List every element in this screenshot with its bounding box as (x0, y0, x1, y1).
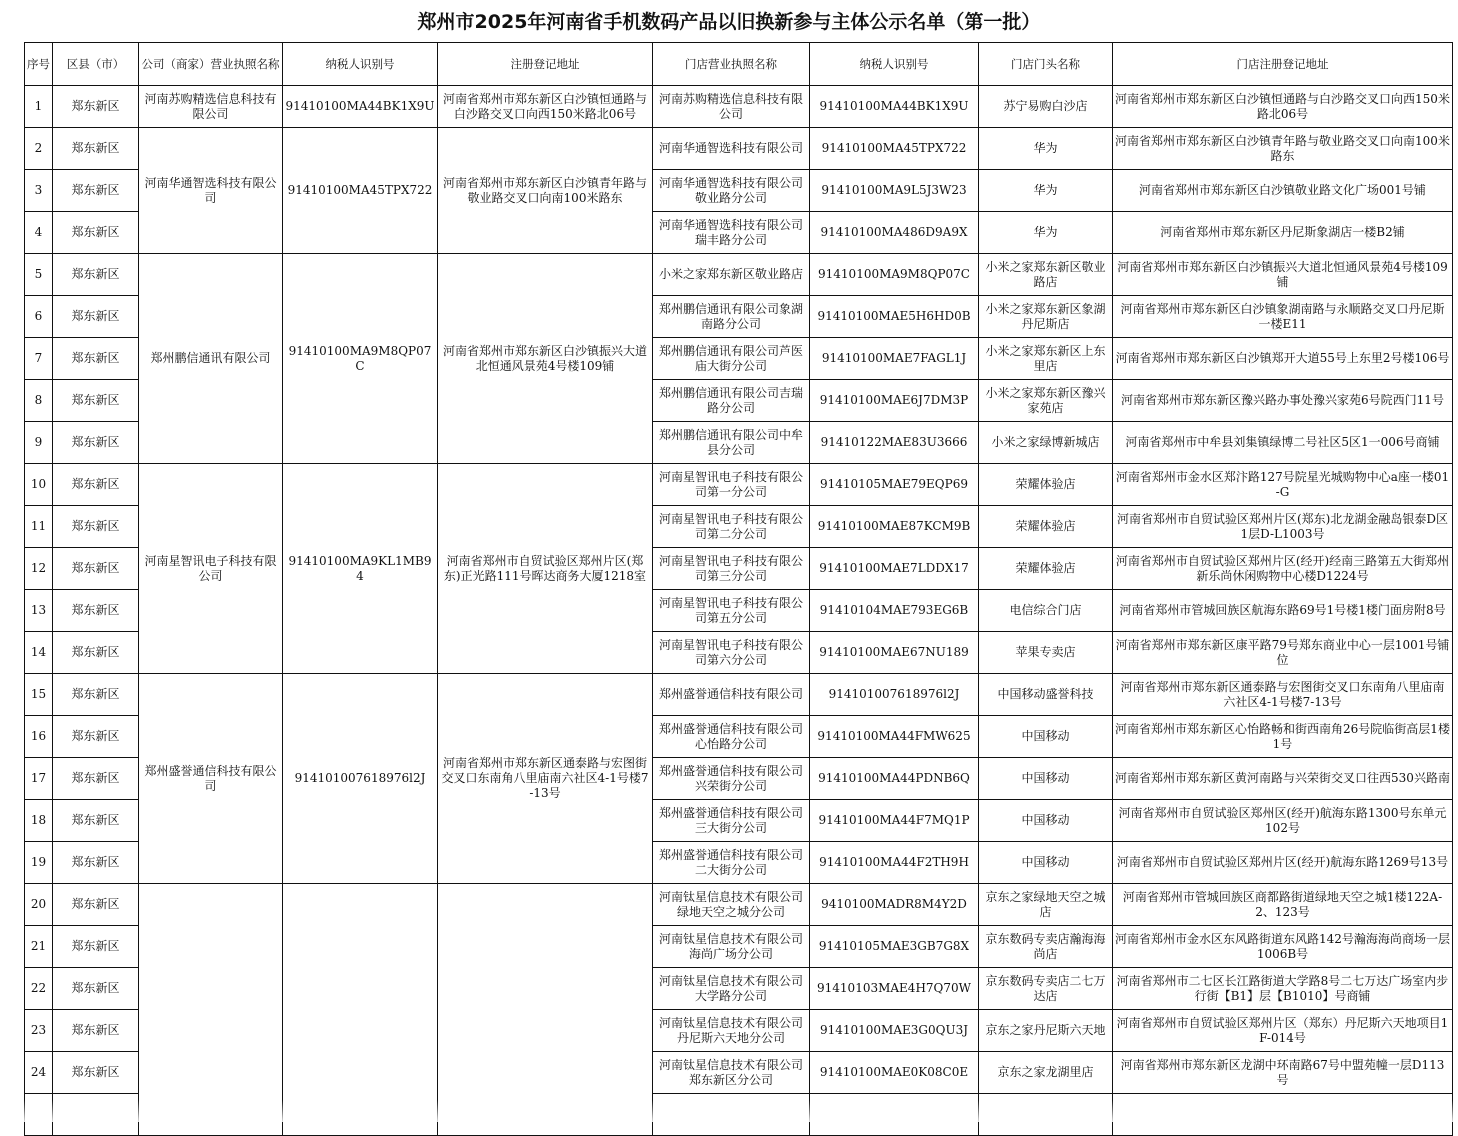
row-district: 郑东新区 (53, 212, 139, 254)
row-district: 郑东新区 (53, 632, 139, 674)
store-license-name: 河南苏购精选信息科技有限公司 (653, 86, 810, 128)
row-number: 11 (25, 506, 53, 548)
company-address: 河南省郑州市郑东新区白沙镇恒通路与白沙路交叉口向西150米路北06号 (438, 86, 653, 128)
store-tax-id: 91410122MAE83U3666 (810, 422, 979, 464)
store-address: 河南省郑州市自贸试验区郑州片区(郑东)北龙湖金融岛银泰D区1层D-L1003号 (1113, 506, 1453, 548)
store-address: 河南省郑州市管城回族区商都路街道绿地天空之城1楼122A-2、123号 (1113, 884, 1453, 926)
store-license-name: 河南钛星信息技术有限公司郑东新区分公司 (653, 1052, 810, 1094)
store-name: 京东之家龙湖里店 (979, 1052, 1113, 1094)
row-district: 郑东新区 (53, 884, 139, 926)
row-number: 2 (25, 128, 53, 170)
header-no: 序号 (25, 43, 53, 86)
company-license-name: 河南华通智选科技有限公司 (139, 128, 283, 254)
company-tax-id: 91410100MA9M8QP07C (283, 254, 438, 464)
header-store-license: 门店营业执照名称 (653, 43, 810, 86)
store-license-name: 小米之家郑东新区敬业路店 (653, 254, 810, 296)
store-tax-id: 91410100MA44PDNB6Q (810, 758, 979, 800)
row-number: 1 (25, 86, 53, 128)
store-name: 苏宁易购白沙店 (979, 86, 1113, 128)
store-address: 河南省郑州市自贸试验区郑州片区(经开)经南三路第五大街郑州新乐尚休闲购物中心楼D1224号 (1113, 548, 1453, 590)
company-tax-id: 914101007618976l2J (283, 674, 438, 884)
company-address: 河南省郑州市郑东新区白沙镇青年路与敬业路交叉口向南100米路东 (438, 128, 653, 254)
row-district: 郑东新区 (53, 464, 139, 506)
table-body (25, 86, 1453, 1136)
store-tax-id: 91410100MAE7LDDX17 (810, 548, 979, 590)
row-district: 郑东新区 (53, 254, 139, 296)
table-container (24, 42, 1452, 1136)
store-address: 河南省郑州市郑东新区白沙镇象湖南路与永顺路交叉口丹尼斯一楼E11 (1113, 296, 1453, 338)
store-tax-id: 91410100MAE67NU189 (810, 632, 979, 674)
store-license-name: 郑州盛誉通信科技有限公司兴荣街分公司 (653, 758, 810, 800)
row-number: 15 (25, 674, 53, 716)
row-number: 5 (25, 254, 53, 296)
store-address: 河南省郑州市郑东新区心怡路畅和街西南角26号院临街高层1楼1号 (1113, 716, 1453, 758)
row-district: 郑东新区 (53, 170, 139, 212)
store-license-name: 河南钛星信息技术有限公司大学路分公司 (653, 968, 810, 1010)
row-number: 9 (25, 422, 53, 464)
row-district: 郑东新区 (53, 422, 139, 464)
store-address: 河南省郑州市郑东新区黄河南路与兴荣街交叉口往西530兴路南 (1113, 758, 1453, 800)
row-district: 郑东新区 (53, 716, 139, 758)
table-row (25, 128, 1453, 170)
company-address (438, 884, 653, 1136)
company-license-name: 河南星智讯电子科技有限公司 (139, 464, 283, 674)
row-district: 郑东新区 (53, 1010, 139, 1052)
company-tax-id: 91410100MA9KL1MB94 (283, 464, 438, 674)
store-tax-id: 91410100MAE6J7DM3P (810, 380, 979, 422)
store-license-name: 河南星智讯电子科技有限公司第六分公司 (653, 632, 810, 674)
row-number: 24 (25, 1052, 53, 1094)
header-company-address: 注册登记地址 (438, 43, 653, 86)
row-number: 3 (25, 170, 53, 212)
company-license-name (139, 884, 283, 1136)
row-district: 郑东新区 (53, 842, 139, 884)
store-name: 中国移动 (979, 758, 1113, 800)
store-name: 荣耀体验店 (979, 548, 1113, 590)
store-license-name: 郑州鹏信通讯有限公司象湖南路分公司 (653, 296, 810, 338)
row-number: 12 (25, 548, 53, 590)
store-license-name: 郑州鹏信通讯有限公司吉瑞路分公司 (653, 380, 810, 422)
table-row (25, 254, 1453, 296)
store-address: 河南省郑州市郑东新区通泰路与宏图街交叉口东南角八里庙南六社区4-1号楼7-13号 (1113, 674, 1453, 716)
company-license-name: 郑州鹏信通讯有限公司 (139, 254, 283, 464)
store-license-name: 河南钛星信息技术有限公司丹尼斯六天地分公司 (653, 1010, 810, 1052)
row-district: 郑东新区 (53, 758, 139, 800)
store-tax-id: 91410100MA44F7MQ1P (810, 800, 979, 842)
store-name: 苹果专卖店 (979, 632, 1113, 674)
participants-table (24, 42, 1453, 1136)
row-district: 郑东新区 (53, 674, 139, 716)
store-name: 中国移动 (979, 842, 1113, 884)
store-license-name: 河南星智讯电子科技有限公司第五分公司 (653, 590, 810, 632)
store-name: 荣耀体验店 (979, 464, 1113, 506)
header-store-address: 门店注册登记地址 (1113, 43, 1453, 86)
store-address: 河南省郑州市金水区郑汴路127号院星光城购物中心a座一楼01-G (1113, 464, 1453, 506)
store-license-name: 郑州盛誉通信科技有限公司 (653, 674, 810, 716)
row-number: 6 (25, 296, 53, 338)
store-tax-id: 9410100MADR8M4Y2D (810, 884, 979, 926)
store-name: 京东之家丹尼斯六天地 (979, 1010, 1113, 1052)
company-license-name: 河南苏购精选信息科技有限公司 (139, 86, 283, 128)
store-tax-id: 91410100MAE0K08C0E (810, 1052, 979, 1094)
row-number: 14 (25, 632, 53, 674)
store-tax-id: 91410100MA9M8QP07C (810, 254, 979, 296)
row-number: 10 (25, 464, 53, 506)
store-address: 河南省郑州市郑东新区白沙镇恒通路与白沙路交叉口向西150米路北06号 (1113, 86, 1453, 128)
store-name: 中国移动 (979, 800, 1113, 842)
row-number: 17 (25, 758, 53, 800)
row-number: 21 (25, 926, 53, 968)
header-row (25, 43, 1453, 86)
store-license-name: 郑州盛誉通信科技有限公司心怡路分公司 (653, 716, 810, 758)
store-tax-id: 91410100MA44FMW625 (810, 716, 979, 758)
row-district: 郑东新区 (53, 968, 139, 1010)
store-address: 河南省郑州市郑东新区白沙镇青年路与敬业路交叉口向南100米路东 (1113, 128, 1453, 170)
store-address: 河南省郑州市郑东新区白沙镇敬业路文化广场001号铺 (1113, 170, 1453, 212)
store-tax-id: 91410100MA486D9A9X (810, 212, 979, 254)
store-name: 小米之家郑东新区豫兴家苑店 (979, 380, 1113, 422)
store-license-name: 河南星智讯电子科技有限公司第一分公司 (653, 464, 810, 506)
store-address: 河南省郑州市金水区东风路街道东风路142号瀚海海尚商场一层1006B号 (1113, 926, 1453, 968)
store-license-name: 河南星智讯电子科技有限公司第三分公司 (653, 548, 810, 590)
store-address: 河南省郑州市中牟县刘集镇绿博二号社区5区1一006号商铺 (1113, 422, 1453, 464)
store-address: 河南省郑州市郑东新区龙湖中环南路67号中盟苑幢一层D113号 (1113, 1052, 1453, 1094)
row-number: 8 (25, 380, 53, 422)
store-license-name: 河南华通智选科技有限公司 (653, 128, 810, 170)
table-row (25, 464, 1453, 506)
store-name: 京东之家绿地天空之城店 (979, 884, 1113, 926)
store-tax-id: 91410105MAE79EQP69 (810, 464, 979, 506)
company-tax-id: 91410100MA44BK1X9U (283, 86, 438, 128)
store-license-name: 郑州盛誉通信科技有限公司三大街分公司 (653, 800, 810, 842)
store-tax-id: 91410100MA45TPX722 (810, 128, 979, 170)
table-row (25, 884, 1453, 926)
header-store-name: 门店门头名称 (979, 43, 1113, 86)
row-number: 13 (25, 590, 53, 632)
store-name: 电信综合门店 (979, 590, 1113, 632)
store-tax-id: 91410100MA44F2TH9H (810, 842, 979, 884)
row-district: 郑东新区 (53, 296, 139, 338)
row-district: 郑东新区 (53, 800, 139, 842)
row-district: 郑东新区 (53, 1052, 139, 1094)
store-license-name: 河南华通智选科技有限公司敬业路分公司 (653, 170, 810, 212)
store-tax-id: 914101007618976l2J (810, 674, 979, 716)
store-tax-id: 91410100MAE7FAGL1J (810, 338, 979, 380)
store-tax-id: 91410103MAE4H7Q70W (810, 968, 979, 1010)
store-address: 河南省郑州市郑东新区康平路79号郑东商业中心一层1001号铺位 (1113, 632, 1453, 674)
store-tax-id: 91410105MAE3GB7G8X (810, 926, 979, 968)
row-district: 郑东新区 (53, 926, 139, 968)
row-district: 郑东新区 (53, 380, 139, 422)
row-district: 郑东新区 (53, 86, 139, 128)
store-name: 小米之家郑东新区敬业路店 (979, 254, 1113, 296)
row-district: 郑东新区 (53, 338, 139, 380)
store-name: 小米之家绿博新城店 (979, 422, 1113, 464)
store-address: 河南省郑州市郑东新区白沙镇郑开大道55号上东里2号楼106号 (1113, 338, 1453, 380)
store-tax-id: 91410100MAE87KCM9B (810, 506, 979, 548)
row-district: 郑东新区 (53, 590, 139, 632)
company-address: 河南省郑州市郑东新区通泰路与宏图街交叉口东南角八里庙南六社区4-1号楼7-13号 (438, 674, 653, 884)
store-license-name: 河南钛星信息技术有限公司海尚广场分公司 (653, 926, 810, 968)
store-name: 荣耀体验店 (979, 506, 1113, 548)
row-number: 18 (25, 800, 53, 842)
store-name: 京东数码专卖店二七万达店 (979, 968, 1113, 1010)
store-address: 河南省郑州市自贸试验区郑州片区（郑东）丹尼斯六天地项目1F-014号 (1113, 1010, 1453, 1052)
store-tax-id: 91410100MA44BK1X9U (810, 86, 979, 128)
company-tax-id (283, 884, 438, 1136)
row-number: 7 (25, 338, 53, 380)
store-address: 河南省郑州市二七区长江路街道大学路8号二七万达广场室内步行街【B1】层【B1010】号商铺 (1113, 968, 1453, 1010)
table-row (25, 674, 1453, 716)
store-tax-id: 91410100MAE3G0QU3J (810, 1010, 979, 1052)
store-license-name: 郑州鹏信通讯有限公司中牟县分公司 (653, 422, 810, 464)
page-title: 郑州市2025年河南省手机数码产品以旧换新参与主体公示名单（第一批） (417, 11, 1041, 33)
store-address: 河南省郑州市管城回族区航海东路69号1号楼1楼门面房附8号 (1113, 590, 1453, 632)
store-license-name: 郑州鹏信通讯有限公司芦医庙大街分公司 (653, 338, 810, 380)
company-address: 河南省郑州市郑东新区白沙镇振兴大道北恒通风景苑4号楼109铺 (438, 254, 653, 464)
row-district: 郑东新区 (53, 506, 139, 548)
store-name: 小米之家郑东新区上东里店 (979, 338, 1113, 380)
store-name: 京东数码专卖店瀚海海尚店 (979, 926, 1113, 968)
company-license-name: 郑州盛誉通信科技有限公司 (139, 674, 283, 884)
store-address: 河南省郑州市郑东新区丹尼斯象湖店一楼B2铺 (1113, 212, 1453, 254)
row-number: 19 (25, 842, 53, 884)
row-number: 16 (25, 716, 53, 758)
header-store-tax-id: 纳税人识别号 (810, 43, 979, 86)
store-license-name: 河南钛星信息技术有限公司绿地天空之城分公司 (653, 884, 810, 926)
store-address: 河南省郑州市自贸试验区郑州区(经开)航海东路1300号东单元102号 (1113, 800, 1453, 842)
company-tax-id: 91410100MA45TPX722 (283, 128, 438, 254)
store-name: 中国移动盛誉科技 (979, 674, 1113, 716)
row-district: 郑东新区 (53, 548, 139, 590)
row-district: 郑东新区 (53, 128, 139, 170)
store-name: 华为 (979, 170, 1113, 212)
store-license-name: 河南华通智选科技有限公司瑞丰路分公司 (653, 212, 810, 254)
row-number: 20 (25, 884, 53, 926)
row-number: 23 (25, 1010, 53, 1052)
store-address: 河南省郑州市自贸试验区郑州片区(经开)航海东路1269号13号 (1113, 842, 1453, 884)
company-address: 河南省郑州市自贸试验区郑州片区(郑东)正光路111号晖达商务大厦1218室 (438, 464, 653, 674)
header-district: 区县（市） (53, 43, 139, 86)
store-license-name: 河南星智讯电子科技有限公司第二分公司 (653, 506, 810, 548)
bottom-fade (0, 1100, 1458, 1122)
row-number: 4 (25, 212, 53, 254)
store-address: 河南省郑州市郑东新区白沙镇振兴大道北恒通风景苑4号楼109铺 (1113, 254, 1453, 296)
store-license-name: 郑州盛誉通信科技有限公司二大街分公司 (653, 842, 810, 884)
row-number: 22 (25, 968, 53, 1010)
store-name: 中国移动 (979, 716, 1113, 758)
store-name: 华为 (979, 212, 1113, 254)
store-name: 华为 (979, 128, 1113, 170)
table-row (25, 86, 1453, 128)
store-tax-id: 91410100MA9L5J3W23 (810, 170, 979, 212)
store-address: 河南省郑州市郑东新区豫兴路办事处豫兴家苑6号院西门11号 (1113, 380, 1453, 422)
store-name: 小米之家郑东新区象湖丹尼斯店 (979, 296, 1113, 338)
header-company-license: 公司（商家）营业执照名称 (139, 43, 283, 86)
store-tax-id: 91410104MAE793EG6B (810, 590, 979, 632)
store-tax-id: 91410100MAE5H6HD0B (810, 296, 979, 338)
header-company-tax-id: 纳税人识别号 (283, 43, 438, 86)
